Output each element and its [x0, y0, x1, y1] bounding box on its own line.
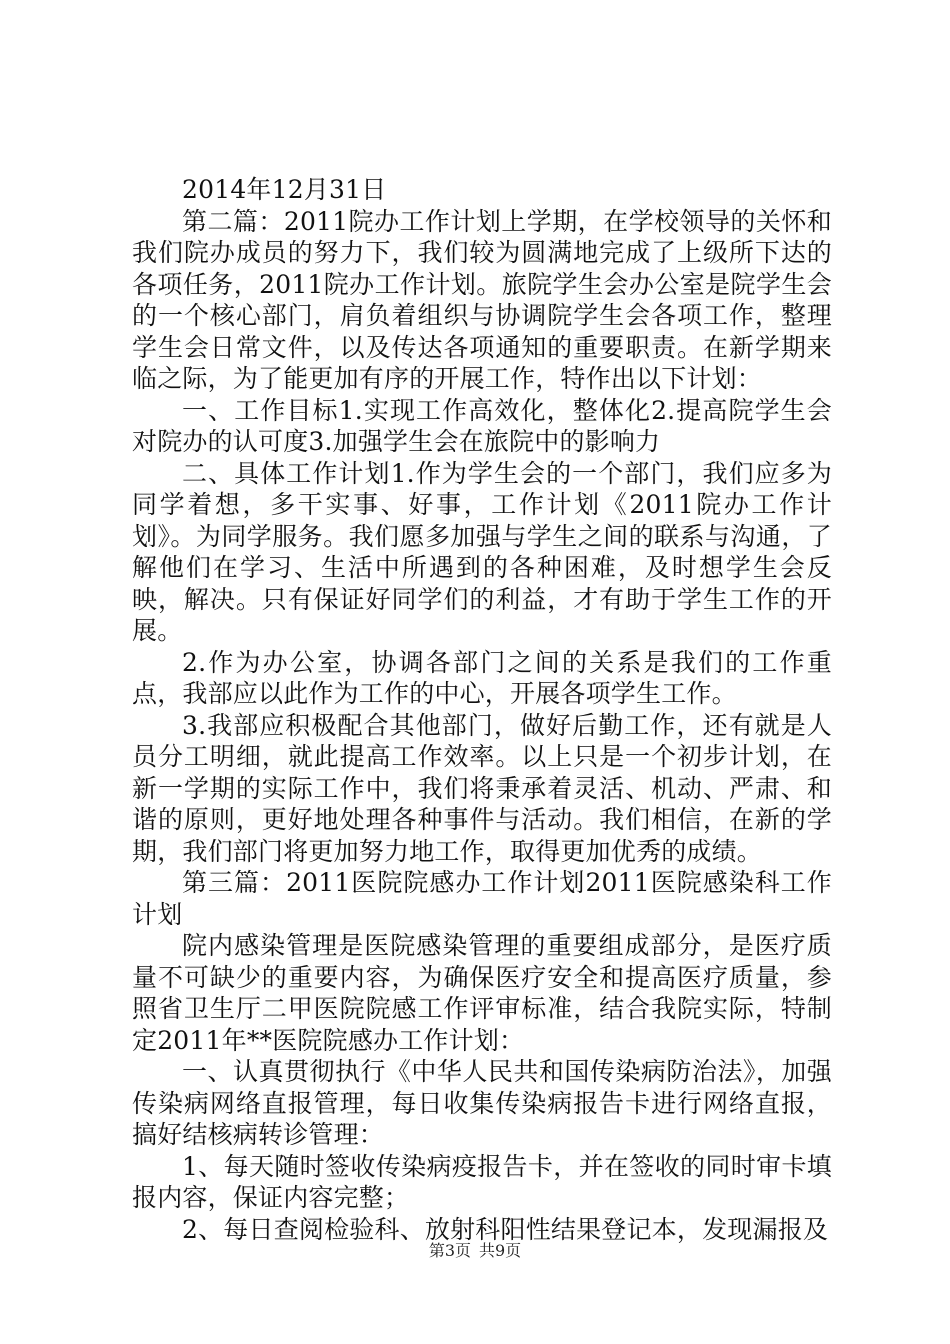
paragraph-step-1: 1、每天随时签收传染病疫报告卡，并在签收的同时审卡填报内容，保证内容完整；	[132, 1151, 832, 1212]
paragraph-item-2: 2.作为办公室，协调各部门之间的关系是我们的工作重点，我部应以此作为工作的中心，开展各项学生工作。	[132, 647, 832, 708]
paragraph-step-2: 2、每日查阅检验科、放射科阳性结果登记本，发现漏报及	[182, 1214, 829, 1244]
page-total: 共9页	[479, 1241, 522, 1260]
date-line: 2014年12月31日	[182, 175, 387, 204]
paragraph-work-goals: 一、工作目标1.实现工作高效化，整体化2.提高院学生会对院办的认可度3.加强学生会在旅院中的影响力	[132, 395, 832, 456]
paragraph-work-plan: 二、具体工作计划1.作为学生会的一个部门，我们应多为同学着想，多干实事、好事，工作计划《2011院办工作计划》。为同学服务。我们愿多加强与学生之间的联系与沟通，了解他们在学习、生活中所遇到的各种困难，及时想学生会反映，解决。只有保证好同学们的利益，才有助于学生工作的开展。	[132, 458, 832, 645]
paragraph-infection-intro: 院内感染管理是医院感染管理的重要组成部分，是医疗质量不可缺少的重要内容，为确保医疗安全和提高医疗质量，参照省卫生厅二甲医院院感工作评审标准，结合我院实际，特制定2011年**医院院感办工作计划：	[132, 931, 832, 1055]
document-body	[132, 174, 832, 1245]
section-three-heading: 第三篇：2011医院院感办工作计划2011医院感染科工作计划	[132, 868, 832, 929]
page-number: 第3页	[428, 1241, 471, 1260]
paragraph-section-two-intro: 第二篇：2011院办工作计划上学期，在学校领导的关怀和我们院办成员的努力下，我们较为圆满地完成了上级所下达的各项任务，2011院办工作计划。旅院学生会办公室是院学生会的一个核心部门，肩负着组织与协调院学生会各项工作，整理学生会日常文件，以及传达各项通知的重要职责。在新学期来临之际，为了能更加有序的开展工作，特作出以下计划：	[132, 206, 832, 393]
paragraph-law-compliance: 一、认真贯彻执行《中华人民共和国传染病防治法》，加强传染病网络直报管理，每日收集传染病报告卡进行网络直报，搞好结核病转诊管理：	[132, 1057, 832, 1149]
paragraph-item-3: 3.我部应积极配合其他部门，做好后勤工作，还有就是人员分工明细，就此提高工作效率。以上只是一个初步计划，在新一学期的实际工作中，我们将秉承着灵活、机动、严肃、和谐的原则，更好地处理各种事件与活动。我们相信，在新的学期，我们部门将更加努力地工作，取得更加优秀的成绩。	[132, 710, 832, 866]
page-footer	[0, 1241, 950, 1261]
